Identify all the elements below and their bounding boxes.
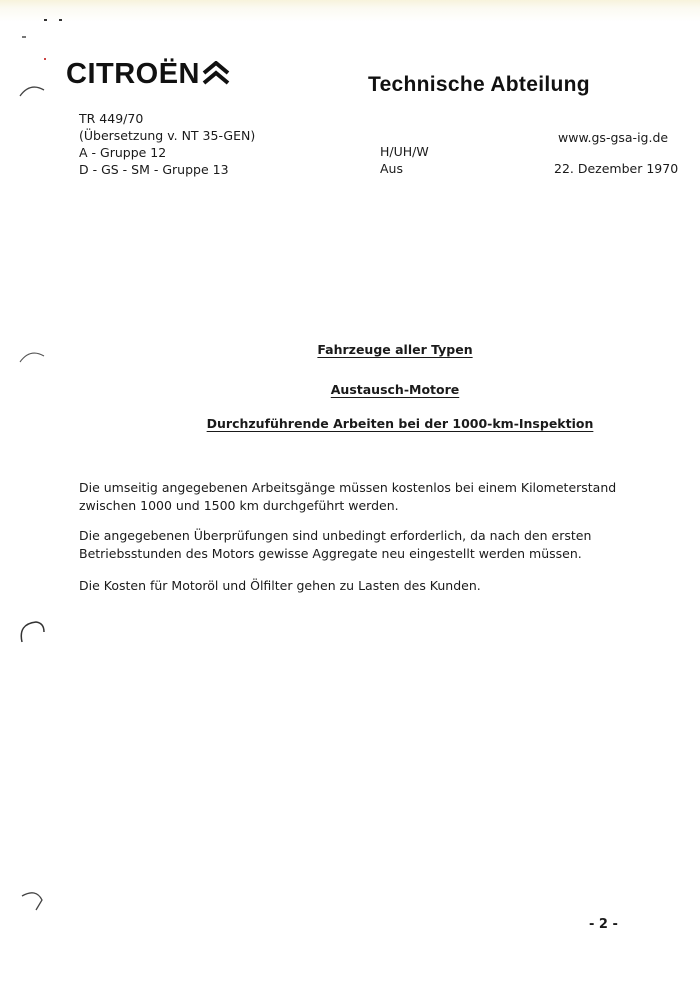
group-d: D - GS - SM - Gruppe 13 (79, 162, 229, 177)
double-chevron-icon (202, 61, 230, 85)
department-title: Technische Abteilung (368, 73, 590, 96)
punch-hole-mark (18, 80, 48, 100)
initials-block (380, 143, 429, 177)
document-date: 22. Dezember 1970 (554, 161, 679, 176)
heading-vehicles: Fahrzeuge aller Typen (317, 342, 473, 357)
logo-text: CITROËN (66, 58, 200, 90)
scan-speck (44, 58, 46, 60)
body-paragraph-2: Die angegebenen Überprüfungen sind unbedingt erforderlich, da nach den ersten Betriebsstunden des Motors gewisse Aggregate neu eingestellt werden müssen. (79, 528, 592, 561)
group-a: A - Gruppe 12 (79, 145, 167, 160)
scan-speck (44, 19, 47, 21)
translation-note: (Übersetzung v. NT 35-GEN) (79, 128, 256, 143)
scan-speck (59, 19, 62, 21)
reference-block (79, 110, 255, 178)
body-paragraph-1: Die umseitig angegebenen Arbeitsgänge müssen kostenlos bei einem Kilometerstand zwischen 1000 und 1500 km durchgeführt werden. (79, 480, 617, 513)
heading-subject: Durchzuführende Arbeiten bei der 1000-km-Inspektion (206, 416, 594, 431)
aus-label: Aus (380, 161, 403, 176)
scan-speck (22, 36, 26, 38)
heading-topic: Austausch-Motore (330, 382, 460, 397)
punch-hole-mark (18, 886, 48, 916)
citroen-logo (66, 58, 230, 91)
punch-hole-mark (16, 618, 46, 648)
initials: H/UH/W (380, 144, 429, 159)
page-number: - 2 - (589, 917, 618, 932)
website: www.gs-gsa-ig.de (558, 130, 669, 145)
reference-number: TR 449/70 (79, 111, 144, 126)
body-paragraph-3: Die Kosten für Motoröl und Ölfilter gehen zu Lasten des Kunden. (79, 578, 481, 593)
